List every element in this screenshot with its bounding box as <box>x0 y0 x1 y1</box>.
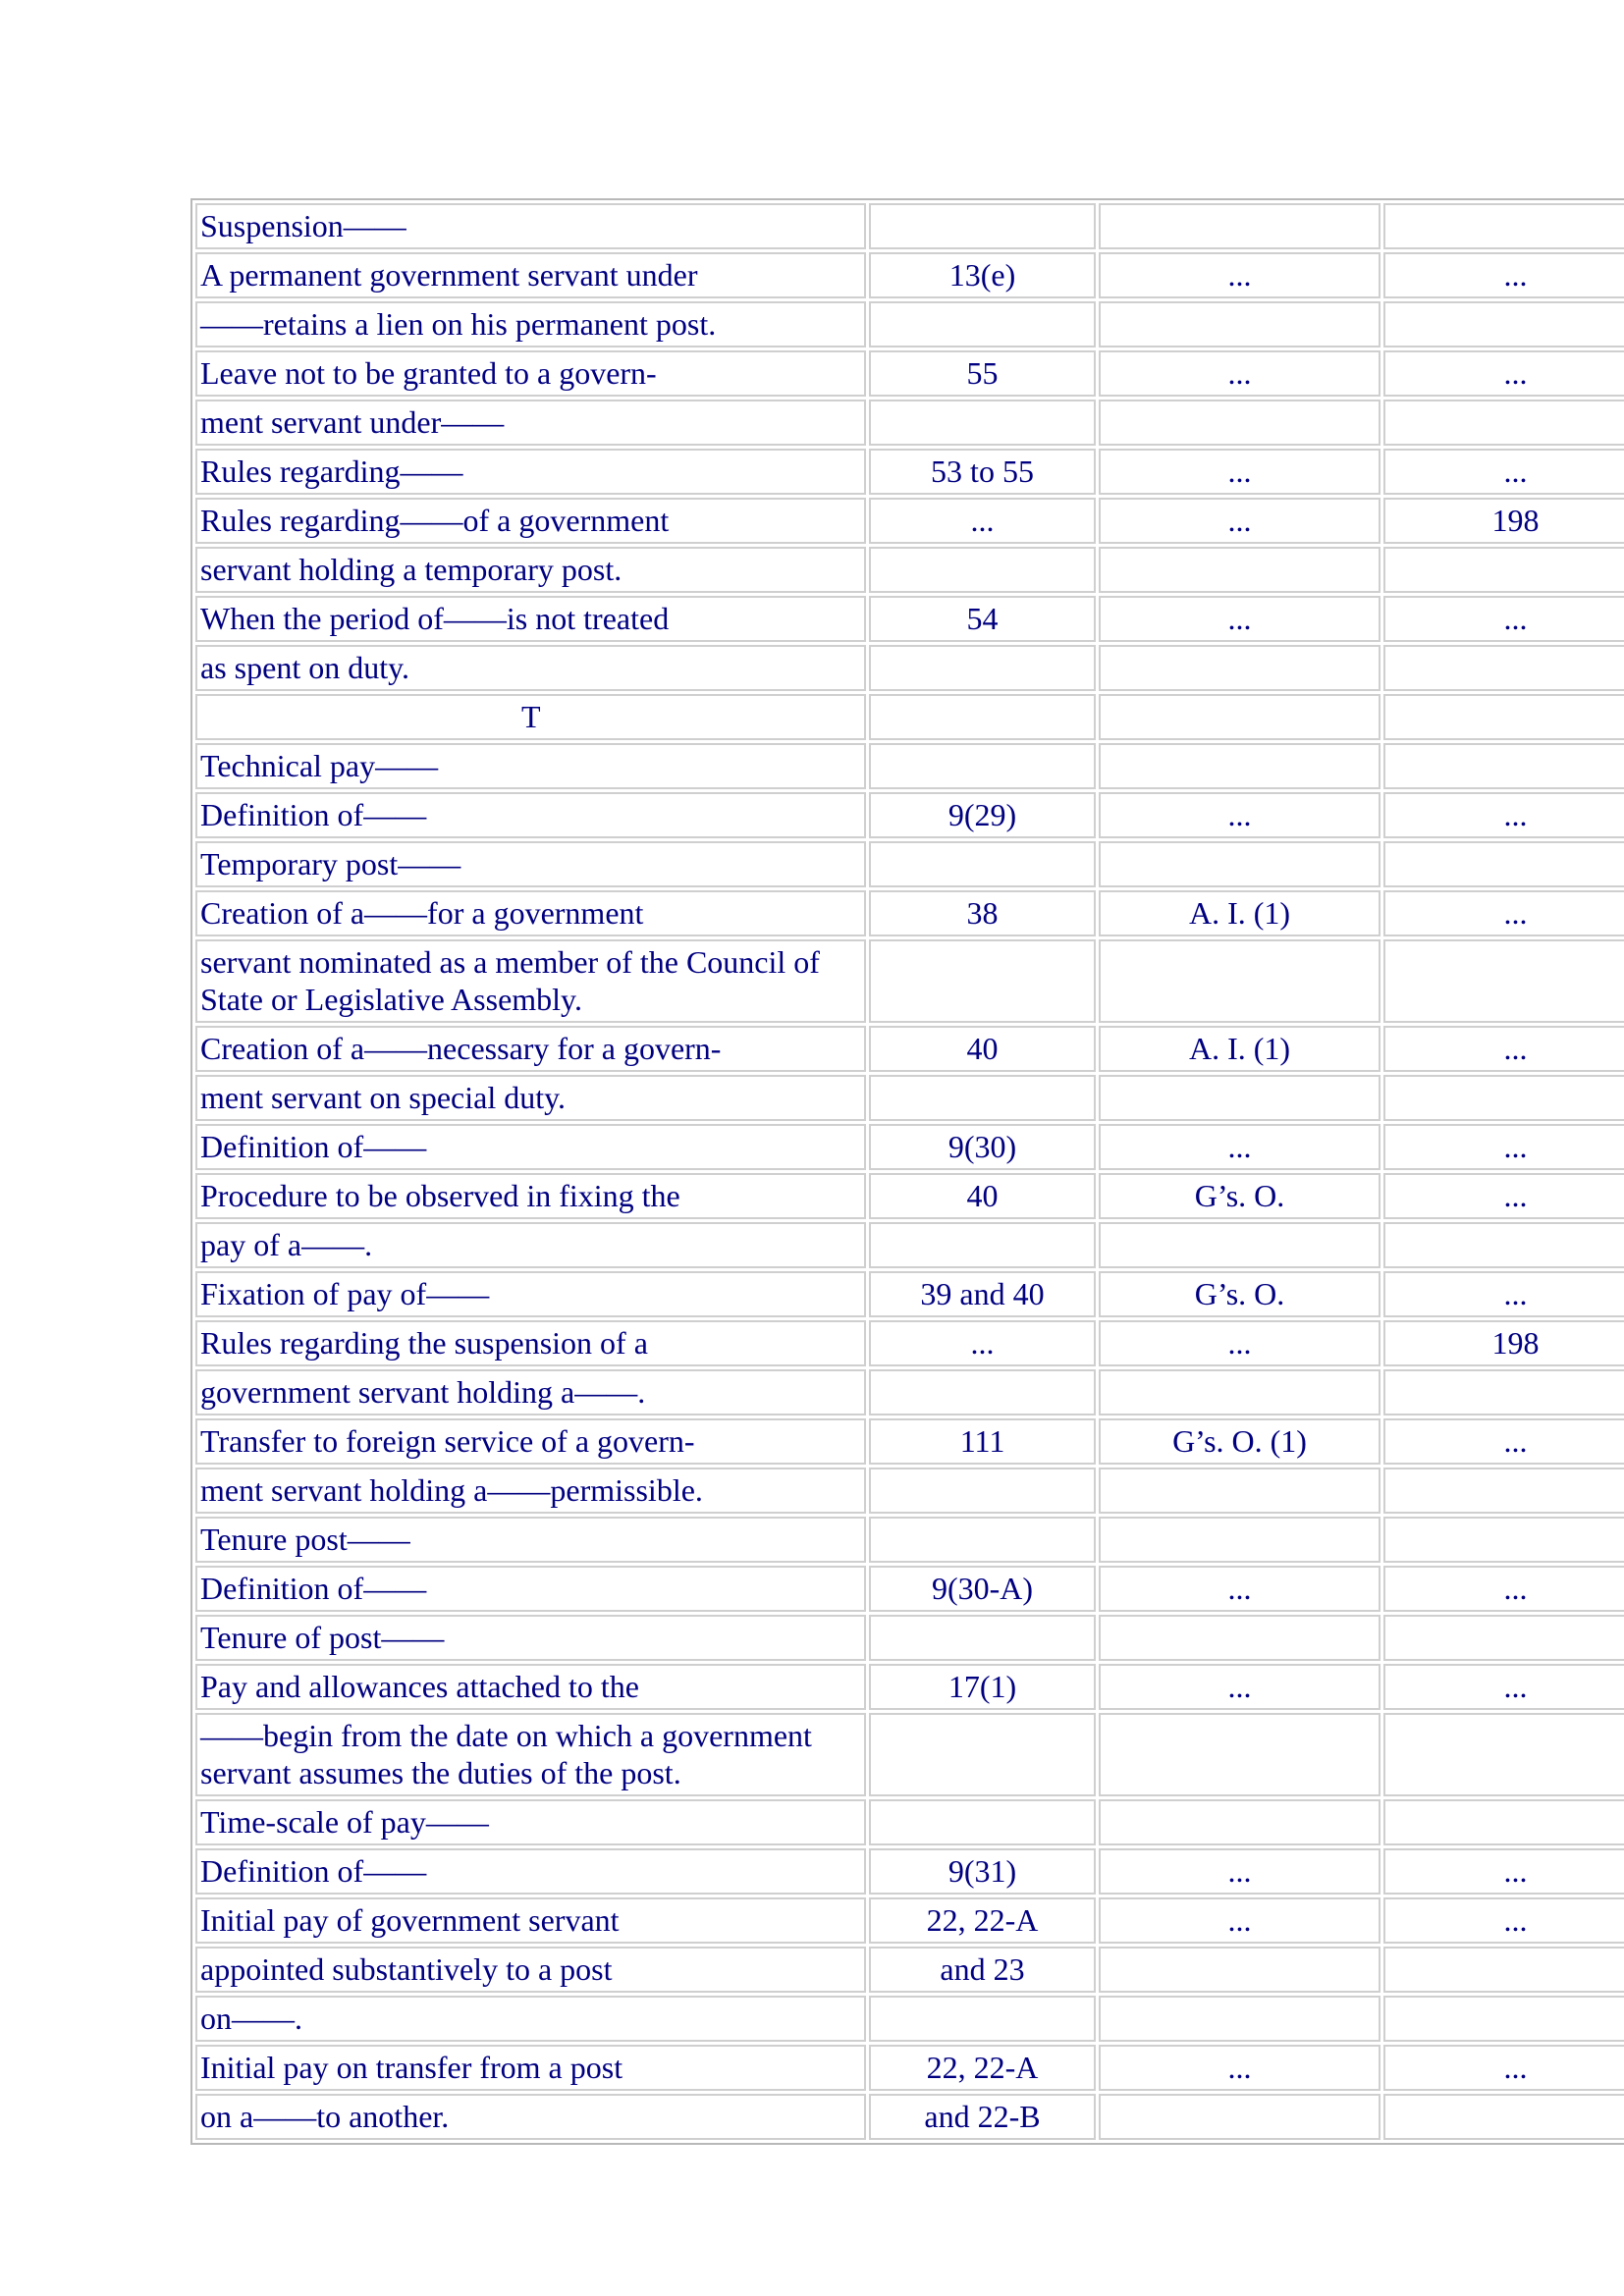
page-cell: ... <box>1383 1664 1624 1710</box>
instruction-cell: ... <box>1099 350 1380 397</box>
instruction-cell: ... <box>1099 1566 1380 1612</box>
page-cell: ... <box>1383 350 1624 397</box>
table-row <box>195 743 1624 789</box>
table-row <box>195 1664 1624 1710</box>
subject-cell: When the period of——is not treated <box>195 596 866 642</box>
page-cell <box>1383 1075 1624 1121</box>
subject-cell: ment servant holding a——permissible. <box>195 1468 866 1514</box>
subject-cell: Temporary post—— <box>195 841 866 887</box>
rule-cell <box>869 1075 1096 1121</box>
rule-cell: 22, 22-A <box>869 1897 1096 1944</box>
rule-cell <box>869 400 1096 446</box>
table-row <box>195 400 1624 446</box>
table-row <box>195 203 1624 249</box>
page-cell <box>1383 1468 1624 1514</box>
table-row <box>195 645 1624 691</box>
rule-cell <box>869 939 1096 1023</box>
page-cell <box>1383 694 1624 740</box>
table-row <box>195 449 1624 495</box>
page-cell: ... <box>1383 792 1624 838</box>
rule-cell <box>869 301 1096 347</box>
instruction-cell <box>1099 1996 1380 2042</box>
subject-cell: Suspension—— <box>195 203 866 249</box>
rule-cell <box>869 694 1096 740</box>
table-row <box>195 547 1624 593</box>
table-row <box>195 939 1624 1023</box>
subject-cell: Creation of a——for a government <box>195 890 866 936</box>
rule-cell: ... <box>869 498 1096 544</box>
page-cell: ... <box>1383 1124 1624 1170</box>
subject-cell: Rules regarding——of a government <box>195 498 866 544</box>
page-cell <box>1383 743 1624 789</box>
page-cell: ... <box>1383 1897 1624 1944</box>
page-cell <box>1383 2094 1624 2140</box>
rule-cell <box>869 1713 1096 1796</box>
instruction-cell: G’s. O. (1) <box>1099 1418 1380 1465</box>
subject-cell: Definition of—— <box>195 1124 866 1170</box>
subject-cell: Initial pay on transfer from a post <box>195 2045 866 2091</box>
subject-cell: on——. <box>195 1996 866 2042</box>
subject-cell: Initial pay of government servant <box>195 1897 866 1944</box>
page-cell <box>1383 203 1624 249</box>
table-row <box>195 1418 1624 1465</box>
instruction-cell <box>1099 547 1380 593</box>
table-row <box>195 1369 1624 1415</box>
table-row <box>195 301 1624 347</box>
page-cell: ... <box>1383 1848 1624 1895</box>
instruction-cell <box>1099 203 1380 249</box>
instruction-cell: ... <box>1099 1897 1380 1944</box>
subject-cell: Technical pay—— <box>195 743 866 789</box>
subject-cell: Rules regarding—— <box>195 449 866 495</box>
table-row <box>195 2045 1624 2091</box>
instruction-cell <box>1099 1947 1380 1993</box>
rule-cell: ... <box>869 1320 1096 1366</box>
subject-cell: Definition of—— <box>195 1848 866 1895</box>
table-row <box>195 1124 1624 1170</box>
subject-cell: servant holding a temporary post. <box>195 547 866 593</box>
rule-cell <box>869 1468 1096 1514</box>
rule-cell: and 23 <box>869 1947 1096 1993</box>
page-cell: ... <box>1383 1418 1624 1465</box>
table-row <box>195 1075 1624 1121</box>
rule-cell <box>869 1799 1096 1845</box>
page-cell: ... <box>1383 890 1624 936</box>
page-cell <box>1383 1713 1624 1796</box>
rule-cell <box>869 1222 1096 1268</box>
subject-cell: Pay and allowances attached to the <box>195 1664 866 1710</box>
instruction-cell: G’s. O. <box>1099 1173 1380 1219</box>
instruction-cell: A. I. (1) <box>1099 890 1380 936</box>
page-cell <box>1383 939 1624 1023</box>
rule-cell: 40 <box>869 1173 1096 1219</box>
instruction-cell: G’s. O. <box>1099 1271 1380 1317</box>
instruction-cell: ... <box>1099 1124 1380 1170</box>
table-row <box>195 1173 1624 1219</box>
instruction-cell: ... <box>1099 2045 1380 2091</box>
instruction-cell <box>1099 1799 1380 1845</box>
page-cell <box>1383 1947 1624 1993</box>
subject-cell: Leave not to be granted to a govern- <box>195 350 866 397</box>
subject-cell: Tenure of post—— <box>195 1615 866 1661</box>
subject-cell: Procedure to be observed in fixing the <box>195 1173 866 1219</box>
instruction-cell: ... <box>1099 792 1380 838</box>
table-row <box>195 1026 1624 1072</box>
table-row <box>195 1848 1624 1895</box>
rule-cell: 9(30) <box>869 1124 1096 1170</box>
subject-cell: appointed substantively to a post <box>195 1947 866 1993</box>
rule-cell: 38 <box>869 890 1096 936</box>
page-cell <box>1383 1615 1624 1661</box>
rule-cell <box>869 1615 1096 1661</box>
table-row <box>195 890 1624 936</box>
section-letter-row <box>195 694 1624 740</box>
subject-cell: ment servant under—— <box>195 400 866 446</box>
subject-cell: ——begin from the date on which a government servant assumes the duties of the post. <box>195 1713 866 1796</box>
table-row <box>195 2094 1624 2140</box>
subject-cell: government servant holding a——. <box>195 1369 866 1415</box>
subject-cell: ment servant on special duty. <box>195 1075 866 1121</box>
rule-cell: 22, 22-A <box>869 2045 1096 2091</box>
page-cell <box>1383 1369 1624 1415</box>
instruction-cell <box>1099 301 1380 347</box>
table-row <box>195 1222 1624 1268</box>
instruction-cell <box>1099 1517 1380 1563</box>
page-cell <box>1383 1222 1624 1268</box>
instruction-cell <box>1099 1615 1380 1661</box>
index-table-body <box>195 203 1624 2140</box>
table-row <box>195 1517 1624 1563</box>
page-cell: ... <box>1383 2045 1624 2091</box>
instruction-cell: ... <box>1099 1320 1380 1366</box>
subject-cell: Time-scale of pay—— <box>195 1799 866 1845</box>
rule-cell: 53 to 55 <box>869 449 1096 495</box>
instruction-cell <box>1099 743 1380 789</box>
instruction-cell <box>1099 1369 1380 1415</box>
rule-cell <box>869 203 1096 249</box>
rule-cell <box>869 547 1096 593</box>
table-row <box>195 1566 1624 1612</box>
instruction-cell: A. I. (1) <box>1099 1026 1380 1072</box>
page-cell <box>1383 1517 1624 1563</box>
rule-cell: 55 <box>869 350 1096 397</box>
instruction-cell <box>1099 694 1380 740</box>
table-row <box>195 350 1624 397</box>
instruction-cell <box>1099 1713 1380 1796</box>
subject-cell: Rules regarding the suspension of a <box>195 1320 866 1366</box>
table-row <box>195 1713 1624 1796</box>
instruction-cell: ... <box>1099 498 1380 544</box>
table-row <box>195 841 1624 887</box>
instruction-cell: ... <box>1099 449 1380 495</box>
subject-cell: servant nominated as a member of the Council of State or Legislative Assembly. <box>195 939 866 1023</box>
table-row <box>195 792 1624 838</box>
rule-cell <box>869 841 1096 887</box>
rule-cell <box>869 1517 1096 1563</box>
instruction-cell <box>1099 939 1380 1023</box>
subject-cell: A permanent government servant under <box>195 252 866 298</box>
table-row <box>195 1615 1624 1661</box>
table-row <box>195 596 1624 642</box>
rule-cell <box>869 1369 1096 1415</box>
section-letter: T <box>195 694 866 740</box>
subject-cell: Creation of a——necessary for a govern- <box>195 1026 866 1072</box>
instruction-cell: ... <box>1099 1664 1380 1710</box>
page-cell: ... <box>1383 596 1624 642</box>
instruction-cell <box>1099 841 1380 887</box>
subject-cell: Definition of—— <box>195 792 866 838</box>
subject-cell: pay of a——. <box>195 1222 866 1268</box>
instruction-cell <box>1099 2094 1380 2140</box>
rule-cell: 9(31) <box>869 1848 1096 1895</box>
page-cell <box>1383 400 1624 446</box>
rule-cell: 39 and 40 <box>869 1271 1096 1317</box>
page-cell: ... <box>1383 1173 1624 1219</box>
rule-cell <box>869 645 1096 691</box>
table-row <box>195 1897 1624 1944</box>
rule-cell: 40 <box>869 1026 1096 1072</box>
subject-cell: ——retains a lien on his permanent post. <box>195 301 866 347</box>
instruction-cell <box>1099 645 1380 691</box>
page-cell <box>1383 547 1624 593</box>
subject-cell: as spent on duty. <box>195 645 866 691</box>
page-cell: ... <box>1383 1566 1624 1612</box>
instruction-cell <box>1099 1075 1380 1121</box>
page-cell: ... <box>1383 449 1624 495</box>
subject-cell: Tenure post—— <box>195 1517 866 1563</box>
instruction-cell: ... <box>1099 1848 1380 1895</box>
page-cell <box>1383 1996 1624 2042</box>
table-row <box>195 498 1624 544</box>
page-cell: ... <box>1383 1026 1624 1072</box>
table-row <box>195 252 1624 298</box>
instruction-cell: ... <box>1099 252 1380 298</box>
rule-cell <box>869 1996 1096 2042</box>
rule-cell <box>869 743 1096 789</box>
rule-cell: 13(e) <box>869 252 1096 298</box>
instruction-cell <box>1099 400 1380 446</box>
table-row <box>195 1996 1624 2042</box>
subject-cell: Fixation of pay of—— <box>195 1271 866 1317</box>
instruction-cell: ... <box>1099 596 1380 642</box>
page-cell: 198 <box>1383 498 1624 544</box>
page-cell <box>1383 645 1624 691</box>
rule-cell: 54 <box>869 596 1096 642</box>
page-cell: ... <box>1383 252 1624 298</box>
page-cell <box>1383 301 1624 347</box>
table-row <box>195 1320 1624 1366</box>
instruction-cell <box>1099 1468 1380 1514</box>
page-cell: 198 <box>1383 1320 1624 1366</box>
rule-cell: 17(1) <box>869 1664 1096 1710</box>
subject-cell: on a——to another. <box>195 2094 866 2140</box>
page-cell <box>1383 841 1624 887</box>
rule-cell: 9(29) <box>869 792 1096 838</box>
subject-cell: Transfer to foreign service of a govern- <box>195 1418 866 1465</box>
table-row <box>195 1271 1624 1317</box>
page-cell: ... <box>1383 1271 1624 1317</box>
rule-cell: 9(30-A) <box>869 1566 1096 1612</box>
index-table <box>190 198 1624 2145</box>
table-row <box>195 1468 1624 1514</box>
rule-cell: and 22-B <box>869 2094 1096 2140</box>
page-cell <box>1383 1799 1624 1845</box>
instruction-cell <box>1099 1222 1380 1268</box>
table-row <box>195 1799 1624 1845</box>
rule-cell: 111 <box>869 1418 1096 1465</box>
subject-cell: Definition of—— <box>195 1566 866 1612</box>
table-row <box>195 1947 1624 1993</box>
